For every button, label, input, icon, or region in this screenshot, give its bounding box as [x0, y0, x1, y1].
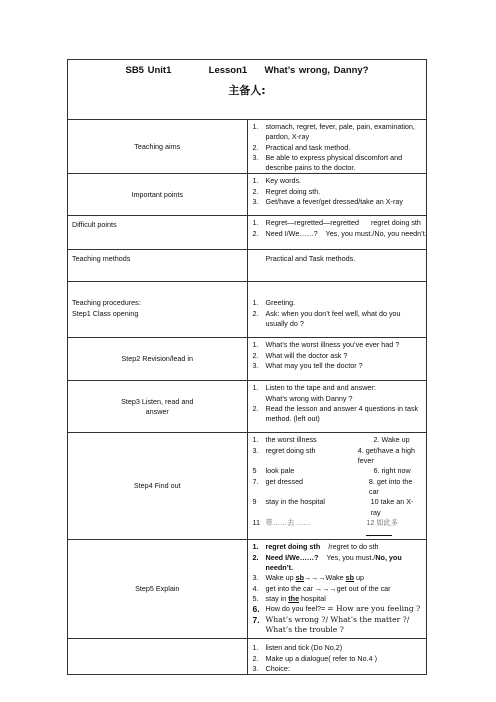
teaching-procedures-label: Teaching procedures:	[72, 298, 141, 308]
list-item: 1. Key words.	[252, 176, 302, 186]
step2-list	[252, 340, 423, 371]
list-item: 7. get dressed 8. get into the car	[252, 476, 413, 496]
step2-label: Step2 Revision/lead in	[68, 338, 248, 381]
header-row	[68, 60, 427, 120]
difficult-points-row	[68, 216, 427, 250]
list-item: 7. What’s wrong ?/ What’s the matter ?/ What’s the trouble ?	[252, 614, 410, 634]
list-item: 2. Ask: when you don’t feel well, what do you usually do ?	[252, 308, 401, 329]
step1-label: Step1 Class opening	[72, 308, 139, 318]
teaching-methods-label: Teaching methods	[68, 250, 248, 282]
list-item: 2. What will the doctor ask ?	[252, 350, 348, 360]
lesson-plan-sheet	[67, 59, 427, 675]
answer-blank	[366, 528, 392, 536]
host-label: 主备人:	[228, 84, 266, 98]
step5-row	[68, 540, 427, 639]
list-item: 1. Greeting.	[252, 298, 296, 308]
step3-label: Step3 Listen, read and	[121, 396, 194, 406]
lesson-title: What’s wrong, Danny?	[264, 65, 369, 76]
lesson-plan-table	[67, 59, 427, 675]
list-item: 3. Choice:	[252, 664, 290, 674]
list-item: 1. the worst illness 2. Wake up	[252, 435, 410, 445]
list-item: 3. regret doing sth 4. get/have a high fever	[252, 445, 415, 466]
step1-list	[252, 298, 423, 329]
list-item: 3. Wake up sb→→→Wake sb up	[252, 573, 365, 583]
teaching-methods-row	[68, 250, 427, 282]
important-points-list	[252, 176, 423, 207]
teaching-methods-text: Practical and Task methods.	[265, 254, 356, 264]
course-code: SB5 Unit1	[125, 65, 172, 76]
list-item: 3. Get/have a fever/get dressed/take an X-ray	[252, 197, 403, 207]
list-item: 5. stay in the hospital	[252, 593, 326, 603]
teaching-aims-list	[252, 122, 423, 173]
step4-label: Step4 Find out	[68, 433, 248, 540]
list-item: 9 stay in the hospital 10 take an X-ray	[252, 497, 414, 517]
teaching-aims-row	[68, 120, 427, 174]
page-title	[68, 66, 426, 76]
step3-label-cont: answer	[145, 406, 169, 416]
list-item: 2. Need I/We……? Yes, you must./No, you needn’t.	[252, 552, 402, 573]
list-item: 2. Read the lesson and answer 4 questions in task method. (left out)	[252, 404, 419, 424]
list-item: 2. Make up a dialogue( refer to No.4 )	[252, 653, 377, 663]
list-item: 1. regret doing sth /regret to do sth	[252, 542, 379, 552]
step5-label: Step5 Explain	[68, 540, 248, 639]
list-item: 3. What may you tell the doctor ?	[252, 361, 363, 371]
list-item: 5 look pale 6. right now	[252, 466, 411, 476]
list-item: 2. Practical and task method.	[252, 142, 351, 152]
step5-list	[252, 542, 423, 635]
important-points-row	[68, 174, 427, 216]
difficult-points-label: Difficult points	[68, 216, 248, 250]
list-item: 11 带……去 …… 12 如此多	[252, 518, 423, 540]
list-item: 1. stomach, regret, fever, pale, pain, examination, pardon, X-ray	[252, 122, 415, 142]
lesson-number: Lesson1	[208, 65, 248, 76]
important-points-label: Important points	[68, 174, 248, 216]
step4-row	[68, 433, 427, 540]
teaching-aims-label: Teaching aims	[68, 120, 248, 174]
list-item: 1. Listen to the tape and and answer: What’s wrong with Danny ?	[252, 383, 423, 404]
step3-row	[68, 381, 427, 433]
step6-list	[252, 643, 423, 674]
step6-row	[68, 639, 427, 675]
list-item: 2. Regret doing sth.	[252, 186, 321, 196]
list-item: 2. Need I/We……? Yes, you must./No, you needn’t.	[252, 228, 427, 238]
step4-list	[252, 435, 423, 539]
step2-row	[68, 338, 427, 381]
list-item: 1. Regret—regretted—regretted regret doing sth	[252, 218, 421, 228]
step1-row	[68, 282, 427, 338]
list-item: 1. What’s the worst illness you’ve ever had ?	[252, 340, 400, 350]
list-item: 4. get into the car →→→get out of the car	[252, 583, 391, 593]
list-item: 1. listen and tick (Do No.2)	[252, 643, 343, 653]
list-item: 3. Be able to express physical discomfort and describe pains to the doctor.	[252, 152, 403, 173]
step3-list	[252, 383, 423, 424]
list-item: 6. How do you feel?= = How are you feeling ?	[252, 604, 421, 615]
difficult-points-list	[252, 218, 427, 239]
step3-subquestion: What’s wrong with Danny ?	[265, 393, 353, 403]
